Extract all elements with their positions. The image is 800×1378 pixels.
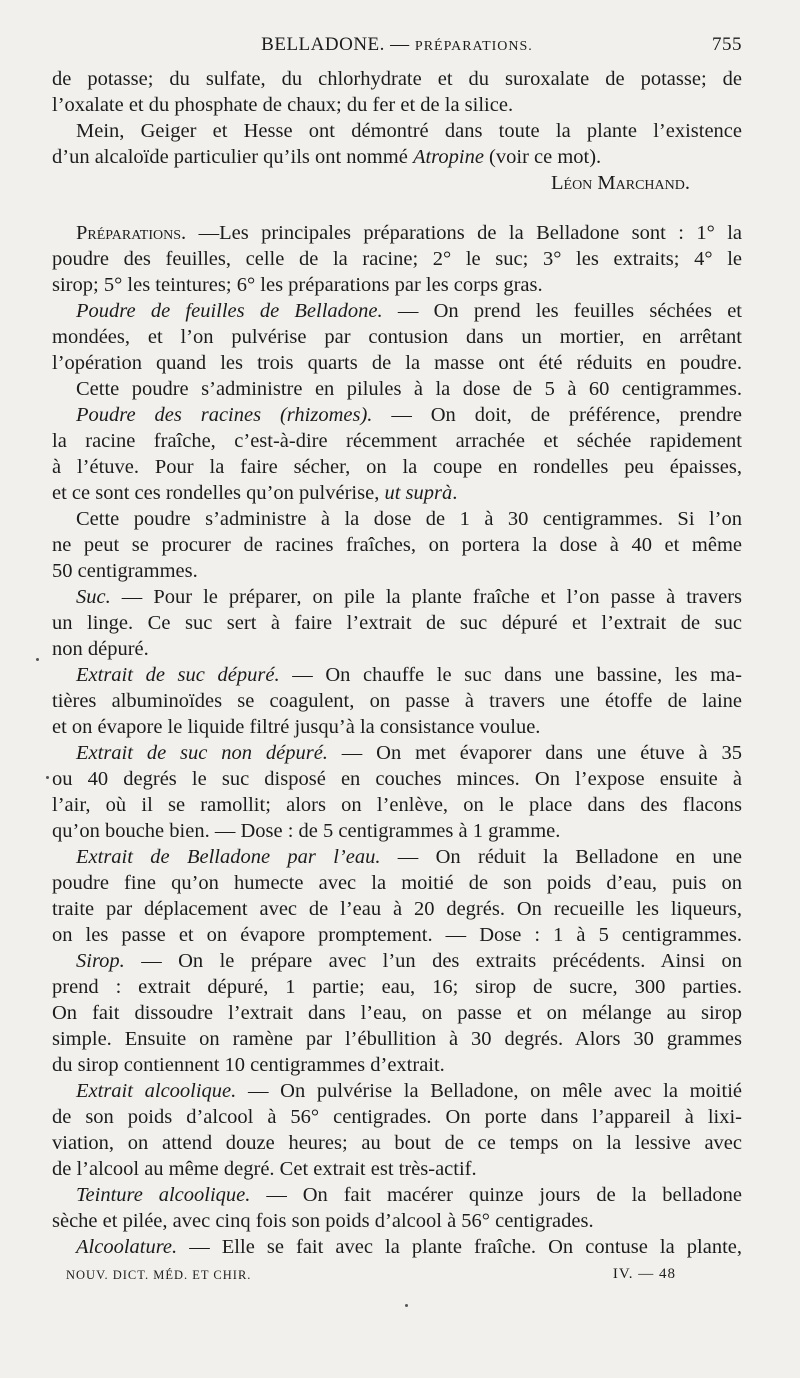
header-title-group [52, 34, 742, 56]
text-line: Extrait de suc dépuré. — On chauffe le suc dans une bassine, les ma- [76, 664, 742, 686]
author-signature: Léon Marchand. [551, 172, 690, 194]
text-line: ne peut se procurer de racines fraîches, on portera la dose à 40 et même [52, 534, 742, 556]
text-line: viation, on attend douze heures; au bout de ce temps on la lessive avec [52, 1132, 742, 1154]
text-line: Extrait alcoolique. — On pulvérise la Belladone, on mêle avec la moitié [76, 1080, 742, 1102]
text-line: de l’alcool au même degré. Cet extrait est très-actif. [52, 1158, 477, 1180]
ink-speck [46, 776, 49, 779]
subheading: Extrait de Belladone par l’eau. [76, 846, 381, 868]
header-section: PRÉPARATIONS. [414, 39, 533, 54]
page-body [52, 66, 742, 1260]
text-line: sèche et pilée, avec cinq fois son poids d’alcool à 56° centigrades. [52, 1210, 594, 1232]
subheading: Extrait de suc non dépuré. [76, 742, 328, 764]
section-heading: Préparations. [76, 222, 187, 244]
text-line: Mein, Geiger et Hesse ont démontré dans toute la plante l’existence [76, 120, 742, 142]
text-line: tières albuminoïdes se coagulent, on passe à travers une étoffe de laine [52, 690, 742, 712]
ink-speck [405, 1304, 408, 1307]
text-line: Alcoolature. — Elle se fait avec la plante fraîche. On contuse la plante, [76, 1236, 742, 1258]
text-line: mondées, et l’on pulvérise par contusion dans un mortier, en arrêtant [52, 326, 742, 348]
text-line: Extrait de Belladone par l’eau. — On réduit la Belladone en une [76, 846, 742, 868]
text-line: Cette poudre s’administre en pilules à la dose de 5 à 60 centigrammes. [76, 378, 742, 400]
text-line: ou 40 degrés le suc disposé en couches minces. On l’expose ensuite à [52, 768, 742, 790]
text-line: on les passe et on évapore promptement. — Dose : 1 à 5 centigrammes. [52, 924, 742, 946]
footer-signature-mark: IV. — 48 [612, 1266, 676, 1282]
text-line: traite par déplacement avec de l’eau à 20 degrés. On recueille les liqueurs, [52, 898, 742, 920]
header-title: BELLADONE. — [261, 34, 410, 55]
text-line: du sirop contiennent 10 centigrammes d’extrait. [52, 1054, 445, 1076]
section-heading-line: Préparations. —Les principales préparations de la Belladone sont : 1° la [76, 222, 742, 244]
text-line: On fait dissoudre l’extrait dans l’eau, on passe et on mélange au sirop [52, 1002, 742, 1024]
text-line: d’un alcaloïde particulier qu’ils ont nommé Atropine (voir ce mot). [52, 146, 602, 168]
text-line: la racine fraîche, c’est-à-dire récemment arrachée et séchée rapidement [52, 430, 742, 452]
subheading: Sirop. [76, 950, 125, 972]
text-line: Extrait de suc non dépuré. — On met évaporer dans une étuve à 35 [76, 742, 742, 764]
subheading: Alcoolature. [76, 1236, 178, 1258]
subheading: Extrait alcoolique. [76, 1080, 237, 1102]
text-line: Cette poudre s’administre à la dose de 1 à 30 centigrammes. Si l’on [76, 508, 742, 530]
ink-speck [36, 658, 39, 661]
text-line: sirop; 5° les teintures; 6° les préparations par les corps gras. [52, 274, 543, 296]
text-line: non dépuré. [52, 638, 149, 660]
subheading: Poudre des racines (rhizomes). [76, 404, 373, 426]
text-line: Poudre des racines (rhizomes). — On doit, de préférence, prendre [76, 404, 742, 426]
text-line: Sirop. — On le prépare avec l’un des extraits précédents. Ainsi on [76, 950, 742, 972]
footer-source: NOUV. DICT. MÉD. ET CHIR. [66, 1268, 252, 1282]
text-line: poudre fine qu’on humecte avec la moitié de son poids d’eau, puis on [52, 872, 742, 894]
text-line: l’oxalate et du phosphate de chaux; du fer et de la silice. [52, 94, 514, 116]
section-gap [52, 196, 742, 220]
text-line: Poudre de feuilles de Belladone. — On prend les feuilles séchées et [76, 300, 742, 322]
text-line: l’air, où il se ramollit; alors on l’enlève, on le place dans des flacons [52, 794, 742, 816]
text-line: Suc. — Pour le préparer, on pile la plante fraîche et l’on passe à travers [76, 586, 742, 608]
text-line: à l’étuve. Pour la faire sécher, on la coupe en rondelles peu épaisses, [52, 456, 742, 478]
text-line: de potasse; du sulfate, du chlorhydrate et du suroxalate de potasse; de [52, 68, 742, 90]
text-line: de son poids d’alcool à 56° centigrades. On porte dans l’appareil à lixi- [52, 1106, 742, 1128]
page-footer [66, 1268, 676, 1288]
text-line: et ce sont ces rondelles qu’on pulvérise, ut suprà. [52, 482, 458, 504]
subheading: Suc. [76, 586, 111, 608]
text-line: un linge. Ce suc sert à faire l’extrait de suc dépuré et l’extrait de suc [52, 612, 742, 634]
text-line: simple. Ensuite on ramène par l’ébullition à 30 degrés. Alors 30 grammes [52, 1028, 742, 1050]
text-line: poudre des feuilles, celle de la racine; 2° le suc; 3° les extraits; 4° le [52, 248, 742, 270]
text-line: prend : extrait dépuré, 1 partie; eau, 16; sirop de sucre, 300 parties. [52, 976, 742, 998]
text-line: qu’on bouche bien. — Dose : de 5 centigrammes à 1 gramme. [52, 820, 561, 842]
text-line: l’opération quand les trois quarts de la masse ont été réduits en poudre. [52, 352, 742, 374]
text-line: 50 centigrammes. [52, 560, 198, 582]
subheading: Extrait de suc dépuré. [76, 664, 280, 686]
page-number: 755 [712, 34, 742, 55]
subheading: Poudre de feuilles de Belladone. [76, 300, 383, 322]
text-line: et on évapore le liquide filtré jusqu’à la consistance voulue. [52, 716, 541, 738]
subheading: Teinture alcoolique. [76, 1184, 251, 1206]
text-line: Teinture alcoolique. — On fait macérer quinze jours de la belladone [76, 1184, 742, 1206]
running-header [52, 34, 742, 58]
